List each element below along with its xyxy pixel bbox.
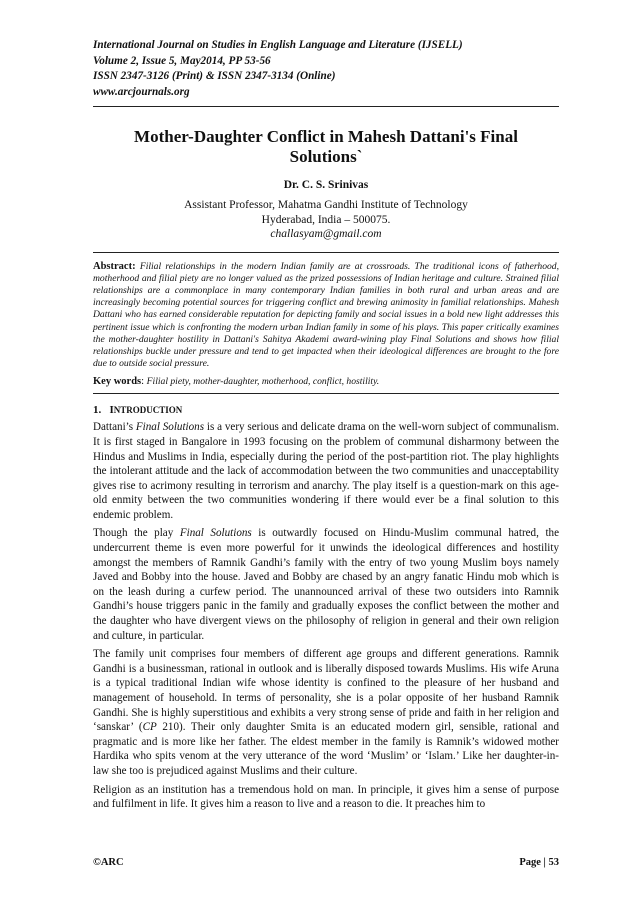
page-footer bbox=[93, 857, 559, 868]
p2-c: is outwardly focused on Hindu-Muslim communal hatred, the undercurrent theme is even more powerful for it unwinds the ideological differences and hostility amongst the members of Ramnik Gandhi’s family with the entry of two young Muslim boys namely Javed and Bobby into the house. Javed and Bobby are chased by an angry fanatic Hindu mob which is on the leash during a curfew period. The unannounced arrival of these two outsiders into Ramnik Gandhi’s house triggers panic in the family and gradually exposes the conflict between the mother and the daughter who have divergent views on the philosophy of religion in general and their own religion and culture, in particular. bbox=[93, 527, 559, 642]
abstract-top-rule bbox=[93, 252, 559, 253]
body-paragraph-4: Religion as an institution has a tremendous hold on man. In principle, it gives him a sense of purpose and fulfilment in life. It gives him a reason to live and a reason to die. It preaches him to bbox=[93, 783, 559, 811]
journal-issn: ISSN 2347-3126 (Print) & ISSN 2347-3134 (Online) bbox=[93, 70, 336, 82]
p3-c: 210). Their only daughter Smita is an educated modern girl, sensible, rational and pragmatic and is more like her father. The eldest member in the family is Ramnik’s widowed mother Hardika who spits venom at the very utterance of the word ‘Muslim’ or ‘Islam.’ Like her daughter-in-law she too is prejudiced against Muslims and their culture. bbox=[93, 721, 559, 777]
paper-title bbox=[93, 127, 559, 167]
author-location: Hyderabad, India – 500075. bbox=[261, 213, 391, 226]
author-affiliation: Assistant Professor, Mahatma Gandhi Institute of Technology bbox=[184, 199, 468, 211]
journal-volume: Volume 2, Issue 5, May2014, PP 53-56 bbox=[93, 54, 271, 67]
abstract-bottom-rule bbox=[93, 393, 559, 394]
body-paragraph-3 bbox=[93, 647, 559, 778]
journal-url[interactable]: www.arcjournals.org bbox=[93, 85, 190, 98]
author-email[interactable]: challasyam@gmail.com bbox=[270, 228, 382, 240]
keywords-label: Key words bbox=[93, 376, 142, 388]
footer-page-number: Page | 53 bbox=[519, 857, 559, 868]
page bbox=[93, 38, 559, 816]
p1-a: Dattani’s bbox=[93, 421, 136, 434]
footer-publisher: ©ARC bbox=[93, 857, 124, 868]
section-title-initial: I bbox=[109, 404, 114, 417]
section-number: 1. bbox=[93, 404, 102, 417]
paper-title-line2: Solutions` bbox=[289, 147, 363, 166]
p1-title-ref: Final Solutions bbox=[135, 421, 205, 434]
keywords-text: Filial piety, mother-daughter, motherhood, conflict, hostility. bbox=[146, 376, 380, 388]
section-title-rest: NTRODUCTION bbox=[113, 405, 183, 416]
body-paragraph-1 bbox=[93, 420, 559, 522]
journal-header bbox=[93, 38, 559, 100]
p1-c: is a very serious and delicate drama on the well-worn subject of communalism. It is first staged in Bangalore in 1993 focusing on the problem of communal disharmony between the Hindus and Muslims in India, especially during the period of the post-partition riot. The play highlights the intolerant attitude and the lack of accommodation between the two communities and unacceptability gives rise to acrimony resulting in terrorism and anarchy. The play itself is a question-mark on this age-old enmity between the two communities wondering if there would ever be a final solution to this endemic problem. bbox=[93, 421, 560, 521]
author-name: Dr. C. S. Srinivas bbox=[283, 179, 369, 191]
p2-title-ref: Final Solutions bbox=[179, 527, 252, 540]
p2-a: Though the play bbox=[93, 527, 180, 540]
abstract-label: Abstract: bbox=[93, 260, 136, 272]
abstract bbox=[93, 261, 559, 371]
journal-title: International Journal on Studies in English Language and Literature (IJSELL) bbox=[93, 39, 463, 51]
p3-citation: CP bbox=[142, 721, 157, 734]
body-paragraph-2 bbox=[93, 526, 559, 643]
p3-a: The family unit comprises four members of different age groups and different generations. Ramnik Gandhi is a businessman, rational in outlook and is liberally disposed towards Muslims. His wife Aruna is a typical traditional Indian wife whose identity is confined to the pleasure of her husband and management of household. In terms of personality, she is a polar opposite of her husband Ramnik Gandhi. She is highly superstitious and exhibits a very strong sense of pride and faith in her religion and ‘sanskar’ ( bbox=[93, 648, 559, 734]
keywords: Key words: Filial piety, mother-daughter, motherhood, conflict, hostility. bbox=[93, 376, 380, 388]
section-heading bbox=[93, 404, 559, 416]
abstract-text: Filial relationships in the modern Indian family are at crossroads. The traditional icons of fatherhood, motherhood and filial piety are no longer valued as the prized possessions of Indian heritage and culture. Strained filial relationships are a commonplace in many contemporary Indian families in both rural and urban areas and are increasingly becoming potential sources for triggering conflict and brewing animosity in familial relationships. Mahesh Dattani who has earned considerable reputation for depicting family and social issues in a bold new light addresses this pertinent issue which is confronting the modern urban Indian family in some of his plays. This paper critically examines the mother-daughter hostility in Dattani's Sahitya Akademi award-wining play Final Solutions and shows how filial relationships buckle under pressure and tend to get impacted when their ideological differences are brought to the fore due to outside social pressure. bbox=[93, 260, 559, 370]
paper-title-line1: Mother-Daughter Conflict in Mahesh Dattani's Final bbox=[134, 127, 518, 146]
